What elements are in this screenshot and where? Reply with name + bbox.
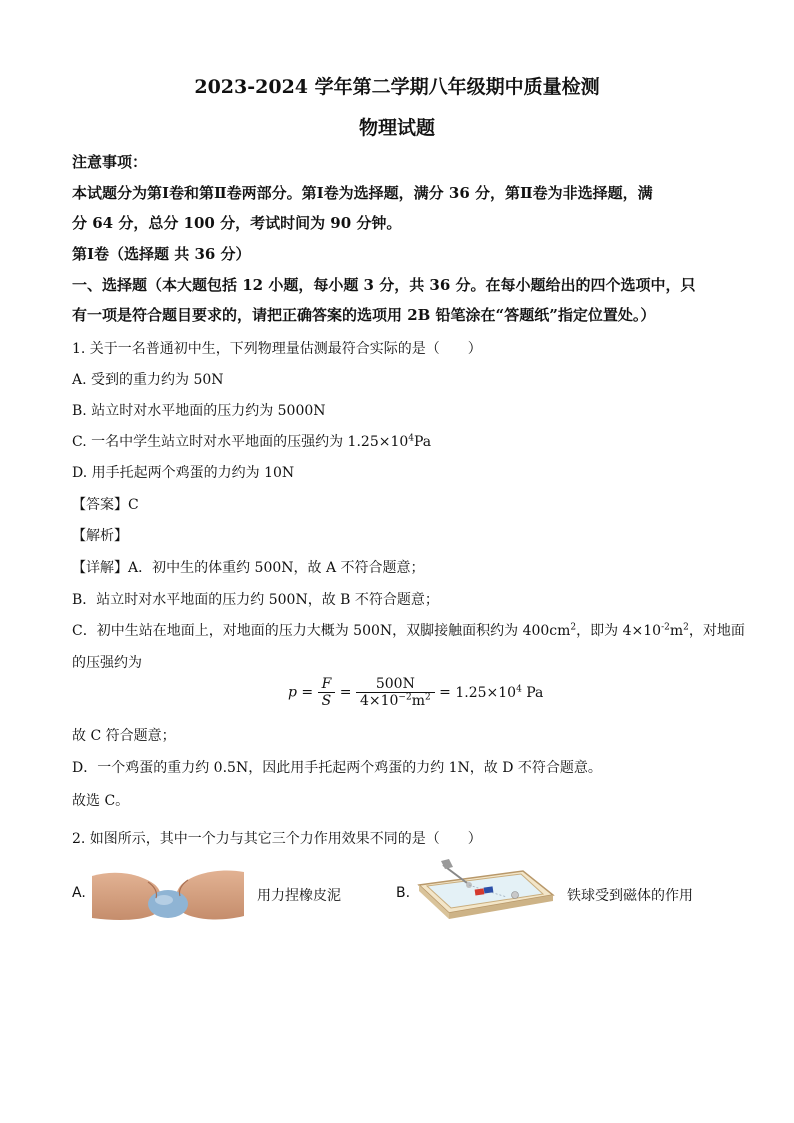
q2-option-b-caption: 铁球受到磁体的作用 [567, 888, 693, 904]
hands-squeezing-clay-image [92, 862, 244, 924]
pressure-formula [288, 676, 543, 709]
notice-line-1: 本试题分为第Ⅰ卷和第Ⅱ卷两部分。第Ⅰ卷为选择题，满分 36 分，第Ⅱ卷为非选择题，满 [72, 184, 653, 202]
q1-option-c [72, 431, 431, 451]
q1-answer: 【答案】C [72, 497, 139, 513]
q2-stem: 2. 如图所示，其中一个力与其它三个力作用效果不同的是（ ） [72, 831, 482, 847]
formula-area-value: $4\times 10^{-2}m^2$ [359, 692, 431, 709]
q2-option-a-caption: 用力捏橡皮泥 [257, 888, 341, 904]
q1-option-c-exponent: 4 [408, 433, 415, 444]
q1-option-d: D. 用手托起两个鸡蛋的力约为 10N [72, 465, 295, 481]
formula-lhs: p [288, 684, 297, 701]
part1-heading: 第Ⅰ卷（选择题 共 36 分） [72, 245, 251, 263]
section-instruction-1: 一、选择题（本大题包括 12 小题，每小题 3 分，共 36 分。在每小题给出的四个选项中，只 [72, 276, 696, 294]
q1-detail-a: 【详解】A．初中生的体重约 500N，故 A 不符合题意； [72, 560, 425, 576]
formula-fraction-fs [318, 676, 336, 709]
q1-conclusion-c: 故 C 符合题意； [72, 728, 176, 744]
q1-detail-c-mid: ，即为 4×10 [576, 623, 662, 639]
q1-option-b: B. 站立时对水平地面的压力约为 5000N [72, 403, 326, 419]
q1-detail-c-post: ，对地面 [688, 623, 745, 639]
q1-final-answer: 故选 C。 [72, 793, 130, 809]
formula-result: $1.25\times 10^4$ Pa [455, 683, 544, 701]
q1-detail-d: D．一个鸡蛋的重力约 0.5N，因此用手托起两个鸡蛋的力约 1N，故 D 不符合题意。 [72, 760, 602, 776]
notice-heading: 注意事项： [72, 153, 148, 171]
q1-option-c-text: C. 一名中学生站立时对水平地面的压强约为 1.25×10 [72, 434, 409, 450]
formula-force-value: 500N [356, 676, 435, 693]
formula-equals-3: = [439, 684, 451, 701]
formula-equals-2: = [339, 684, 352, 701]
formula-f: F [318, 676, 336, 693]
q1-detail-c-text: C．初中生站在地面上，对地面的压力大概为 500N，双脚接触面积约为 400cm [72, 623, 571, 639]
q1-detail-c-exp3: 2 [683, 622, 689, 633]
q1-option-c-unit: Pa [414, 434, 432, 450]
formula-fraction-values [356, 676, 435, 709]
q2-option-b-label: B. [396, 885, 411, 901]
q1-detail-c-unit: m [669, 623, 684, 639]
q1-stem: 1. 关于一名普通初中生，下列物理量估测最符合实际的是（ ） [72, 341, 482, 357]
q1-detail-b: B．站立时对水平地面的压力约 500N，故 B 不符合题意； [72, 592, 439, 608]
notice-line-2: 分 64 分，总分 100 分，考试时间为 90 分钟。 [72, 214, 402, 232]
q1-analysis-label: 【解析】 [72, 528, 128, 544]
q1-option-a: A. 受到的重力约为 50N [72, 372, 224, 388]
formula-equals-1: = [301, 684, 314, 701]
q2-option-a-label: A. [72, 885, 86, 901]
formula-s: S [321, 693, 332, 709]
q1-detail-c-exp2: -2 [661, 622, 670, 633]
section-instruction-2: 有一项是符合题目要求的，请把正确答案的选项用 2B 铅笔涂在“答题纸”指定位置处。） [72, 306, 656, 324]
subject-title: 物理试题 [358, 117, 435, 139]
magnet-steel-ball-image [413, 855, 555, 933]
q1-detail-c-line1 [72, 620, 745, 640]
q1-detail-c-line2: 的压强约为 [72, 655, 142, 671]
q1-detail-c-exp1: 2 [570, 622, 577, 633]
exam-title: 2023-2024 学年第二学期八年级期中质量检测 [194, 76, 600, 98]
